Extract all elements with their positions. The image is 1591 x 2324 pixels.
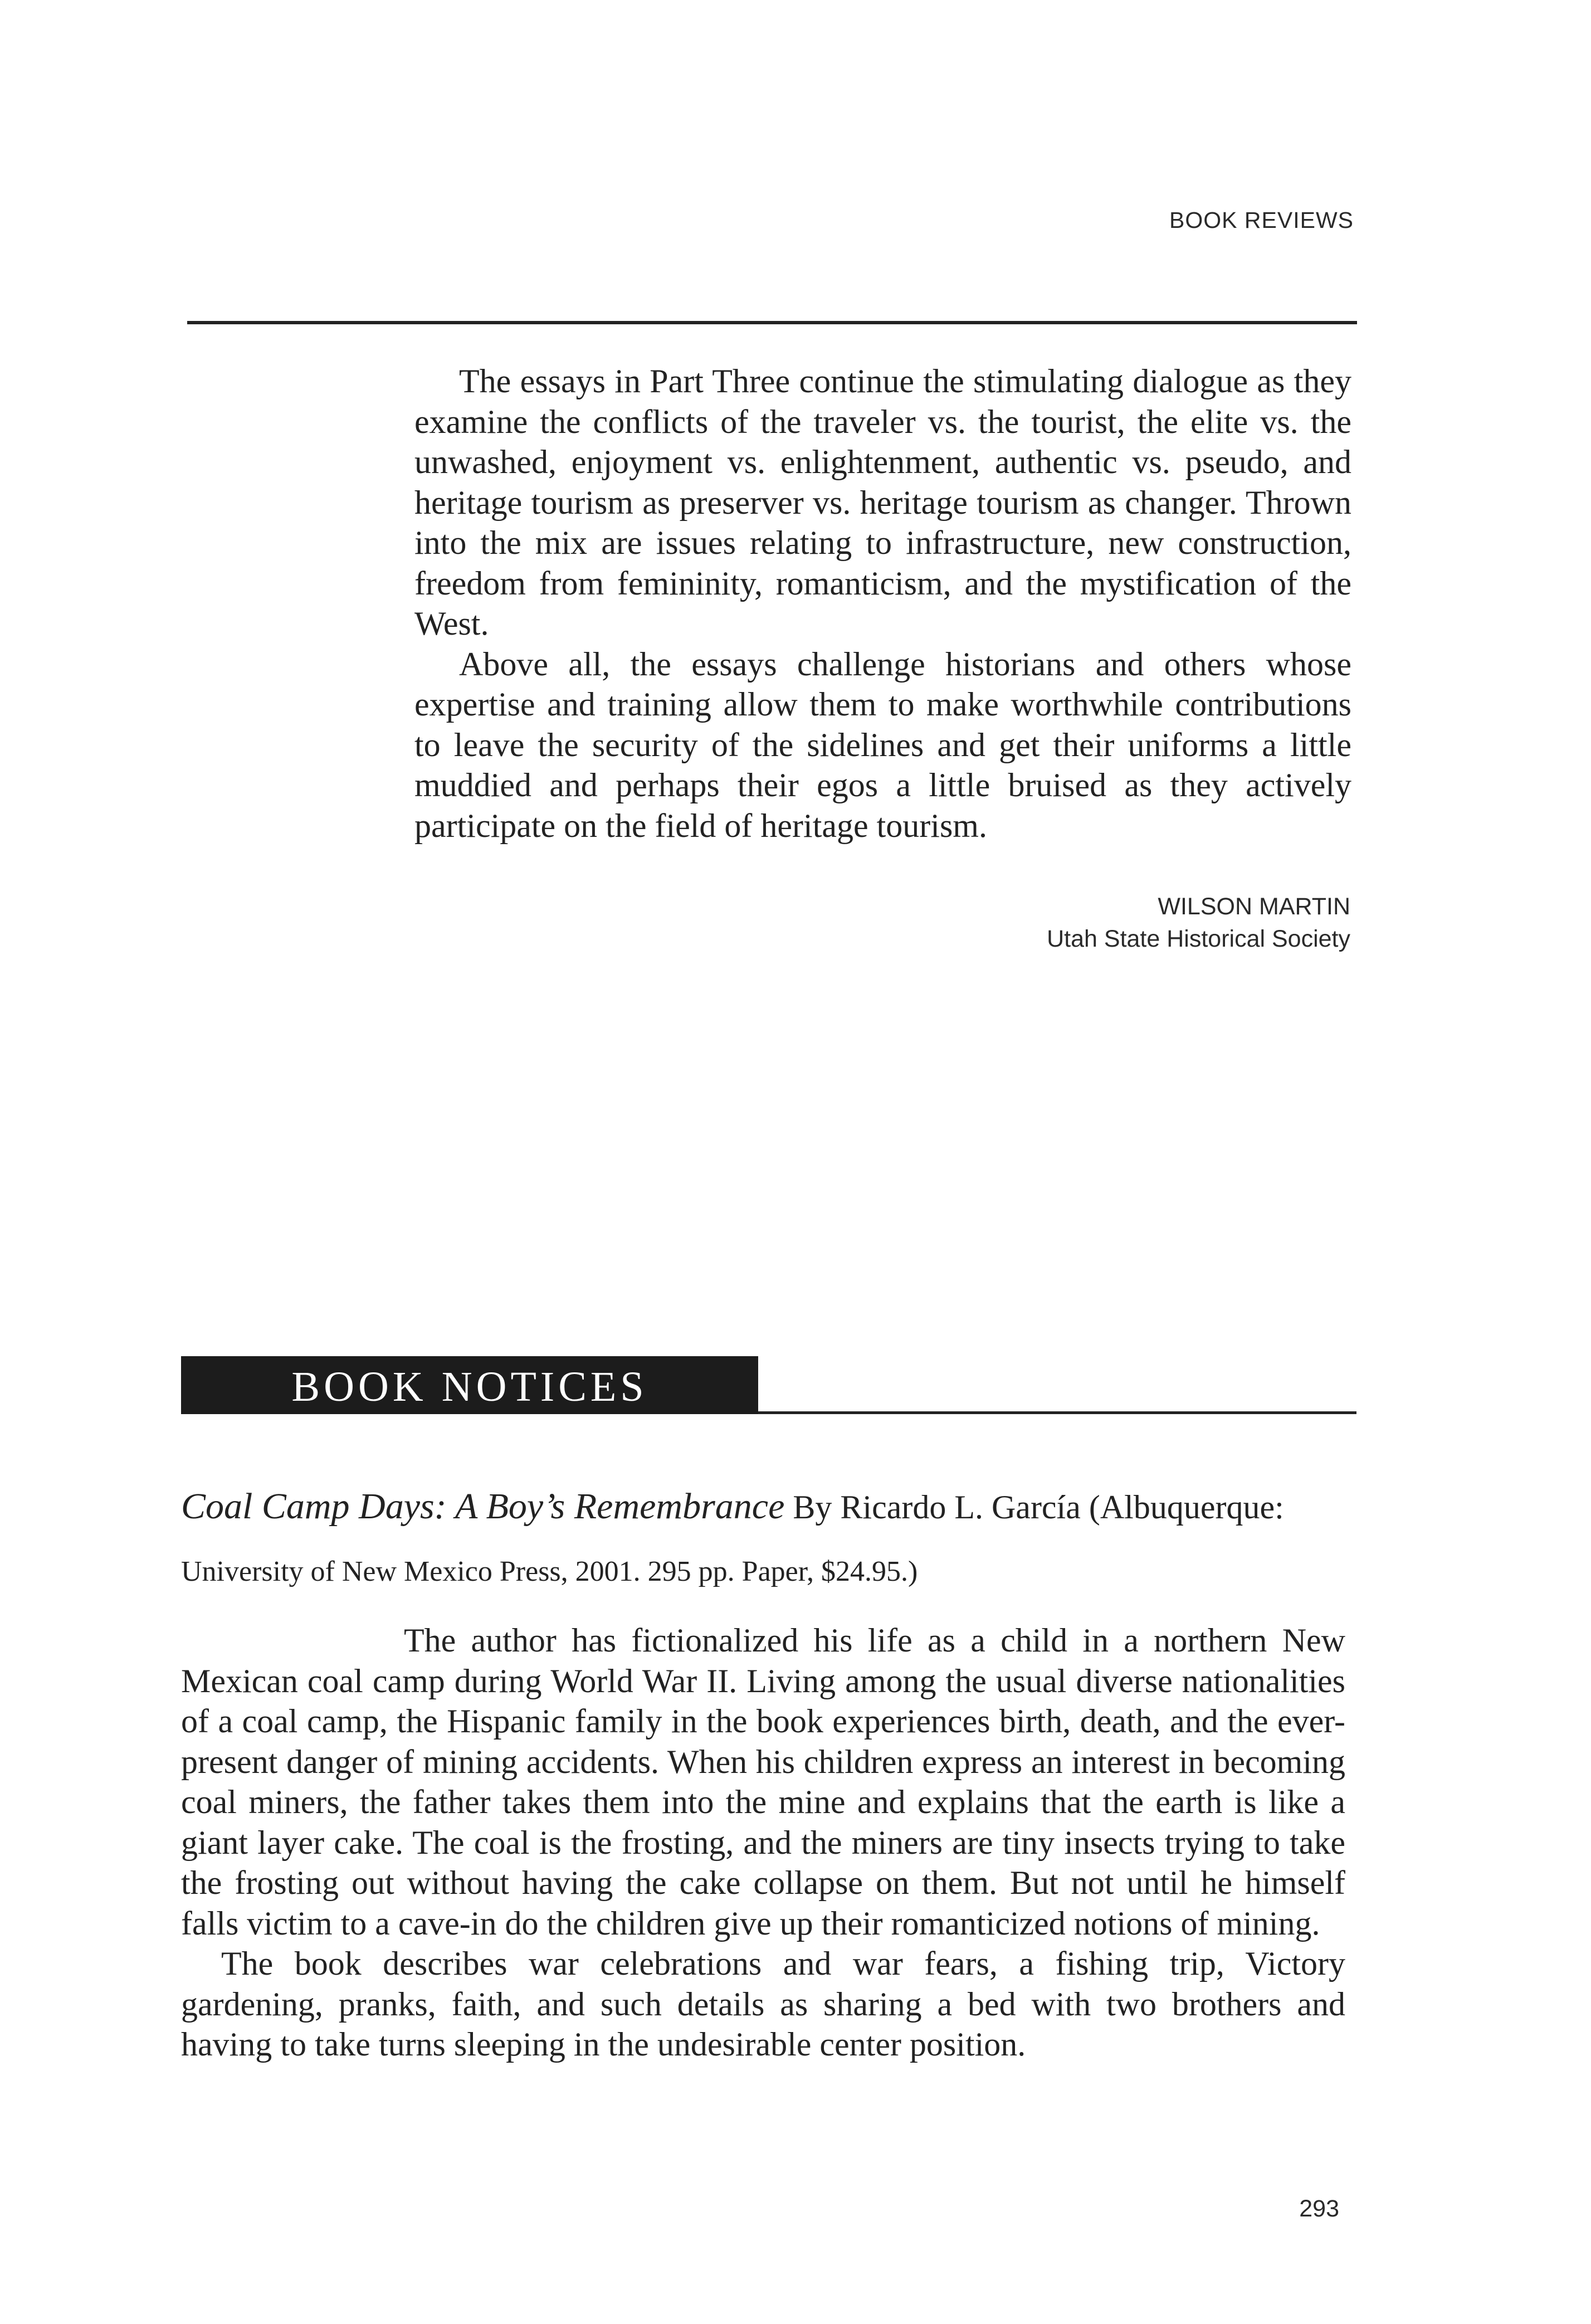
running-head: BOOK REVIEWS: [1169, 207, 1354, 233]
section-title: BOOK NOTICES: [291, 1363, 648, 1410]
book-notices-header: [181, 1356, 1356, 1414]
review-body: [414, 361, 1351, 846]
review-paragraph: The essays in Part Three continue the stimulating dialogue as they examine the conflicts of the traveler vs. the tourist, the elite vs. the unwashed, enjoyment vs. enlightenment, authentic vs. pseudo, and heritage tourism as preserver vs. heritage tourism as changer. Thrown into the mix are issues relating to infrastructure, new construction, freedom from femininity, romanticism, and the mystification of the West.: [414, 363, 1351, 642]
notice-paragraph: The author has fictionalized his life as a child in a northern New Mexican coal camp during World War II. Living among the usual diverse nationalities of a coal camp, the Hispanic family in the book experiences birth, death, and the ever-present danger of mining accidents. When his children express an interest in becoming coal miners, the father takes them into the mine and explains that the earth is like a giant layer cake. The coal is the frosting, and the miners are tiny insects trying to take the frosting out without having the cake collapse on them. But not until he himself falls victim to a cave-in do the children give up their romanticized notions of mining.: [181, 1622, 1345, 1942]
book-citation: [181, 1475, 1373, 1603]
citation-line-1: [181, 1475, 1373, 1538]
review-paragraph: Above all, the essays challenge historians and others whose expertise and training allow them to make worthwhile contributions to leave the security of the sidelines and get their uniforms a little muddied and perhaps their egos a little bruised as they actively participate on the field of heritage tourism.: [414, 645, 1351, 844]
citation-line-2: [181, 1538, 1373, 1603]
publication-open: (Albuquerque:: [1089, 1489, 1284, 1526]
notice-body: [181, 1620, 1345, 2065]
section-rule: [758, 1411, 1356, 1414]
book-title: Coal Camp Days: A Boy’s Remembrance: [181, 1486, 785, 1527]
page-number: 293: [1299, 2195, 1339, 2222]
reviewer-affiliation: Utah State Historical Society: [1047, 925, 1350, 952]
publication-details: University of New Mexico Press, 2001. 295 pp. Paper, $24.95.): [181, 1556, 918, 1587]
section-title-box: [181, 1356, 758, 1414]
book-byline: By Ricardo L. García: [793, 1489, 1081, 1526]
reviewer-name: WILSON MARTIN: [1158, 893, 1350, 920]
notice-paragraph: The book describes war celebrations and war fears, a fishing trip, Victory gardening, pranks, faith, and such details as sharing a bed with two brothers and having to take turns sleeping in the undesirable center position.: [181, 1945, 1345, 2063]
header-rule: [187, 321, 1357, 324]
reviewer-signature: [1047, 890, 1350, 955]
